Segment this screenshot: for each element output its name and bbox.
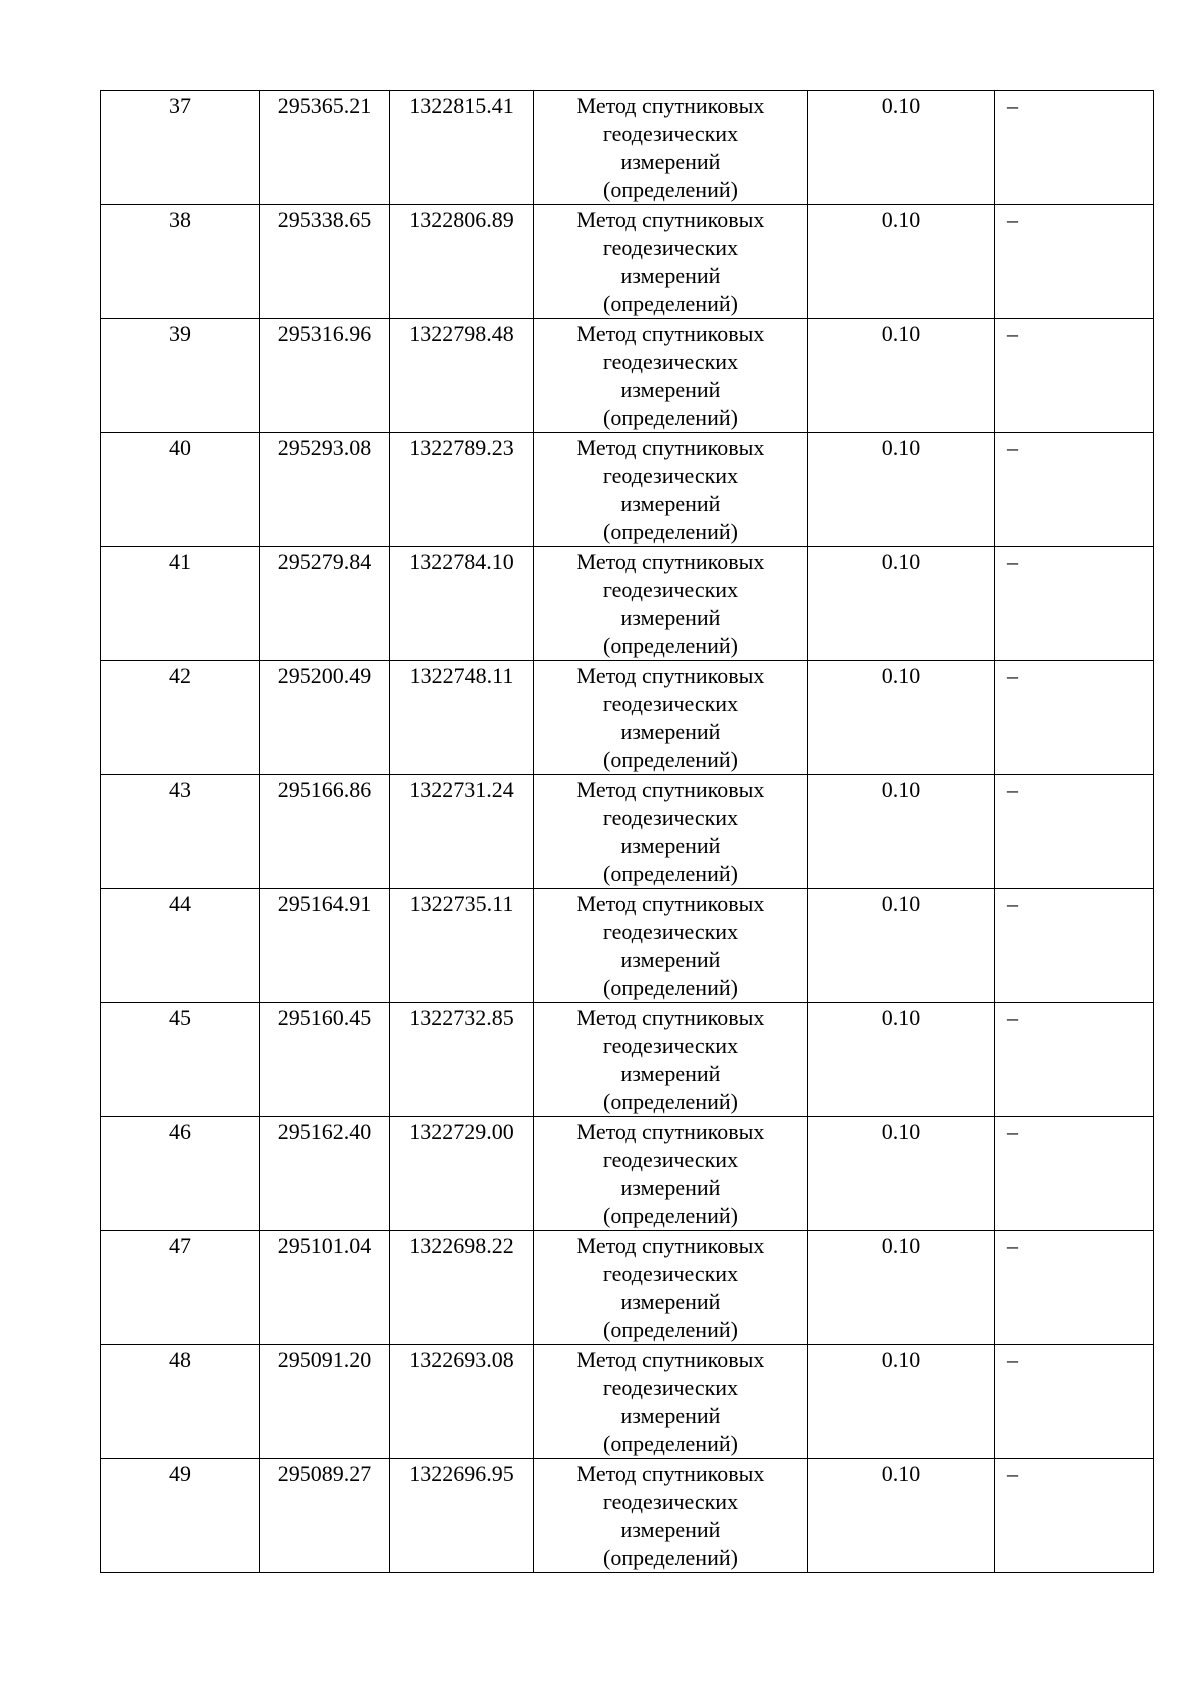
note-cell: – xyxy=(995,1117,1154,1231)
table-row xyxy=(101,1117,1154,1231)
y-coordinate-cell: 1322698.22 xyxy=(390,1231,534,1345)
table-row xyxy=(101,205,1154,319)
coordinates-table xyxy=(100,90,1154,1573)
method-cell xyxy=(534,1345,808,1459)
x-coordinate-cell: 295316.96 xyxy=(260,319,390,433)
method-text-line: измерений xyxy=(620,1289,721,1314)
method-cell xyxy=(534,1459,808,1573)
accuracy-cell: 0.10 xyxy=(808,1345,995,1459)
accuracy-cell: 0.10 xyxy=(808,205,995,319)
method-text-line: (определений) xyxy=(603,1431,738,1456)
y-coordinate-cell: 1322729.00 xyxy=(390,1117,534,1231)
table-row xyxy=(101,547,1154,661)
method-text-line: геодезических xyxy=(602,691,739,716)
method-cell xyxy=(534,91,808,205)
note-cell: – xyxy=(995,547,1154,661)
method-text-line: геодезических xyxy=(602,805,739,830)
table-body xyxy=(101,91,1154,1573)
method-text-line: измерений xyxy=(620,947,721,972)
method-text-line: (определений) xyxy=(603,747,738,772)
note-cell: – xyxy=(995,433,1154,547)
accuracy-cell: 0.10 xyxy=(808,1117,995,1231)
x-coordinate-cell: 295160.45 xyxy=(260,1003,390,1117)
method-text-line: геодезических xyxy=(602,1375,739,1400)
method-text-line: Метод спутниковых xyxy=(576,1233,765,1258)
method-text-line: (определений) xyxy=(603,291,738,316)
point-number-cell: 43 xyxy=(101,775,260,889)
method-text-line: измерений xyxy=(620,377,721,402)
method-text-line: измерений xyxy=(620,833,721,858)
table-row xyxy=(101,1345,1154,1459)
table-row xyxy=(101,91,1154,205)
y-coordinate-cell: 1322806.89 xyxy=(390,205,534,319)
x-coordinate-cell: 295338.65 xyxy=(260,205,390,319)
accuracy-cell: 0.10 xyxy=(808,661,995,775)
accuracy-cell: 0.10 xyxy=(808,889,995,1003)
method-text-line: (определений) xyxy=(603,177,738,202)
point-number-cell: 49 xyxy=(101,1459,260,1573)
method-text-line: Метод спутниковых xyxy=(576,891,765,916)
table-row xyxy=(101,775,1154,889)
accuracy-cell: 0.10 xyxy=(808,433,995,547)
method-text-line: геодезических xyxy=(602,121,739,146)
table-row xyxy=(101,661,1154,775)
point-number-cell: 44 xyxy=(101,889,260,1003)
accuracy-cell: 0.10 xyxy=(808,319,995,433)
method-text-line: измерений xyxy=(620,1517,721,1542)
method-text-line: измерений xyxy=(620,491,721,516)
note-cell: – xyxy=(995,205,1154,319)
method-text-line: измерений xyxy=(620,719,721,744)
method-text-line: геодезических xyxy=(602,235,739,260)
point-number-cell: 40 xyxy=(101,433,260,547)
method-cell xyxy=(534,661,808,775)
method-text-line: Метод спутниковых xyxy=(576,1347,765,1372)
note-cell: – xyxy=(995,1459,1154,1573)
point-number-cell: 47 xyxy=(101,1231,260,1345)
method-text-line: (определений) xyxy=(603,1545,738,1570)
method-cell xyxy=(534,319,808,433)
method-text-line: (определений) xyxy=(603,519,738,544)
accuracy-cell: 0.10 xyxy=(808,1231,995,1345)
y-coordinate-cell: 1322815.41 xyxy=(390,91,534,205)
method-text-line: Метод спутниковых xyxy=(576,1119,765,1144)
method-text-line: (определений) xyxy=(603,1317,738,1342)
y-coordinate-cell: 1322731.24 xyxy=(390,775,534,889)
method-text-line: Метод спутниковых xyxy=(576,321,765,346)
point-number-cell: 41 xyxy=(101,547,260,661)
method-text-line: измерений xyxy=(620,1403,721,1428)
method-cell xyxy=(534,1117,808,1231)
table-row xyxy=(101,1459,1154,1573)
method-text-line: Метод спутниковых xyxy=(576,663,765,688)
method-text-line: (определений) xyxy=(603,1089,738,1114)
method-text-line: геодезических xyxy=(602,1489,739,1514)
accuracy-cell: 0.10 xyxy=(808,1459,995,1573)
y-coordinate-cell: 1322696.95 xyxy=(390,1459,534,1573)
method-text-line: измерений xyxy=(620,1175,721,1200)
method-text-line: геодезических xyxy=(602,1033,739,1058)
method-text-line: (определений) xyxy=(603,975,738,1000)
method-text-line: геодезических xyxy=(602,463,739,488)
note-cell: – xyxy=(995,1231,1154,1345)
method-text-line: Метод спутниковых xyxy=(576,777,765,802)
method-text-line: (определений) xyxy=(603,1203,738,1228)
x-coordinate-cell: 295293.08 xyxy=(260,433,390,547)
method-text-line: Метод спутниковых xyxy=(576,549,765,574)
method-text-line: (определений) xyxy=(603,861,738,886)
method-cell xyxy=(534,433,808,547)
point-number-cell: 37 xyxy=(101,91,260,205)
point-number-cell: 39 xyxy=(101,319,260,433)
method-text-line: Метод спутниковых xyxy=(576,1461,765,1486)
method-text-line: измерений xyxy=(620,605,721,630)
table-row xyxy=(101,319,1154,433)
point-number-cell: 42 xyxy=(101,661,260,775)
method-text-line: Метод спутниковых xyxy=(576,93,765,118)
x-coordinate-cell: 295162.40 xyxy=(260,1117,390,1231)
x-coordinate-cell: 295101.04 xyxy=(260,1231,390,1345)
method-text-line: Метод спутниковых xyxy=(576,207,765,232)
note-cell: – xyxy=(995,91,1154,205)
table-row xyxy=(101,433,1154,547)
note-cell: – xyxy=(995,1003,1154,1117)
method-cell xyxy=(534,775,808,889)
x-coordinate-cell: 295091.20 xyxy=(260,1345,390,1459)
point-number-cell: 45 xyxy=(101,1003,260,1117)
x-coordinate-cell: 295166.86 xyxy=(260,775,390,889)
y-coordinate-cell: 1322784.10 xyxy=(390,547,534,661)
x-coordinate-cell: 295279.84 xyxy=(260,547,390,661)
accuracy-cell: 0.10 xyxy=(808,91,995,205)
table-row xyxy=(101,1231,1154,1345)
accuracy-cell: 0.10 xyxy=(808,547,995,661)
method-text-line: геодезических xyxy=(602,577,739,602)
method-text-line: Метод спутниковых xyxy=(576,435,765,460)
x-coordinate-cell: 295089.27 xyxy=(260,1459,390,1573)
y-coordinate-cell: 1322693.08 xyxy=(390,1345,534,1459)
method-text-line: геодезических xyxy=(602,919,739,944)
method-text-line: Метод спутниковых xyxy=(576,1005,765,1030)
method-text-line: геодезических xyxy=(602,1261,739,1286)
method-text-line: измерений xyxy=(620,1061,721,1086)
x-coordinate-cell: 295164.91 xyxy=(260,889,390,1003)
y-coordinate-cell: 1322732.85 xyxy=(390,1003,534,1117)
method-cell xyxy=(534,889,808,1003)
x-coordinate-cell: 295200.49 xyxy=(260,661,390,775)
point-number-cell: 38 xyxy=(101,205,260,319)
method-text-line: (определений) xyxy=(603,405,738,430)
method-text-line: измерений xyxy=(620,263,721,288)
table-row xyxy=(101,1003,1154,1117)
method-text-line: геодезических xyxy=(602,1147,739,1172)
y-coordinate-cell: 1322748.11 xyxy=(390,661,534,775)
accuracy-cell: 0.10 xyxy=(808,1003,995,1117)
method-text-line: геодезических xyxy=(602,349,739,374)
note-cell: – xyxy=(995,319,1154,433)
y-coordinate-cell: 1322798.48 xyxy=(390,319,534,433)
method-cell xyxy=(534,205,808,319)
point-number-cell: 48 xyxy=(101,1345,260,1459)
y-coordinate-cell: 1322735.11 xyxy=(390,889,534,1003)
note-cell: – xyxy=(995,775,1154,889)
accuracy-cell: 0.10 xyxy=(808,775,995,889)
method-cell xyxy=(534,1003,808,1117)
table-row xyxy=(101,889,1154,1003)
note-cell: – xyxy=(995,1345,1154,1459)
y-coordinate-cell: 1322789.23 xyxy=(390,433,534,547)
x-coordinate-cell: 295365.21 xyxy=(260,91,390,205)
note-cell: – xyxy=(995,661,1154,775)
method-cell xyxy=(534,1231,808,1345)
method-cell xyxy=(534,547,808,661)
point-number-cell: 46 xyxy=(101,1117,260,1231)
note-cell: – xyxy=(995,889,1154,1003)
method-text-line: измерений xyxy=(620,149,721,174)
method-text-line: (определений) xyxy=(603,633,738,658)
